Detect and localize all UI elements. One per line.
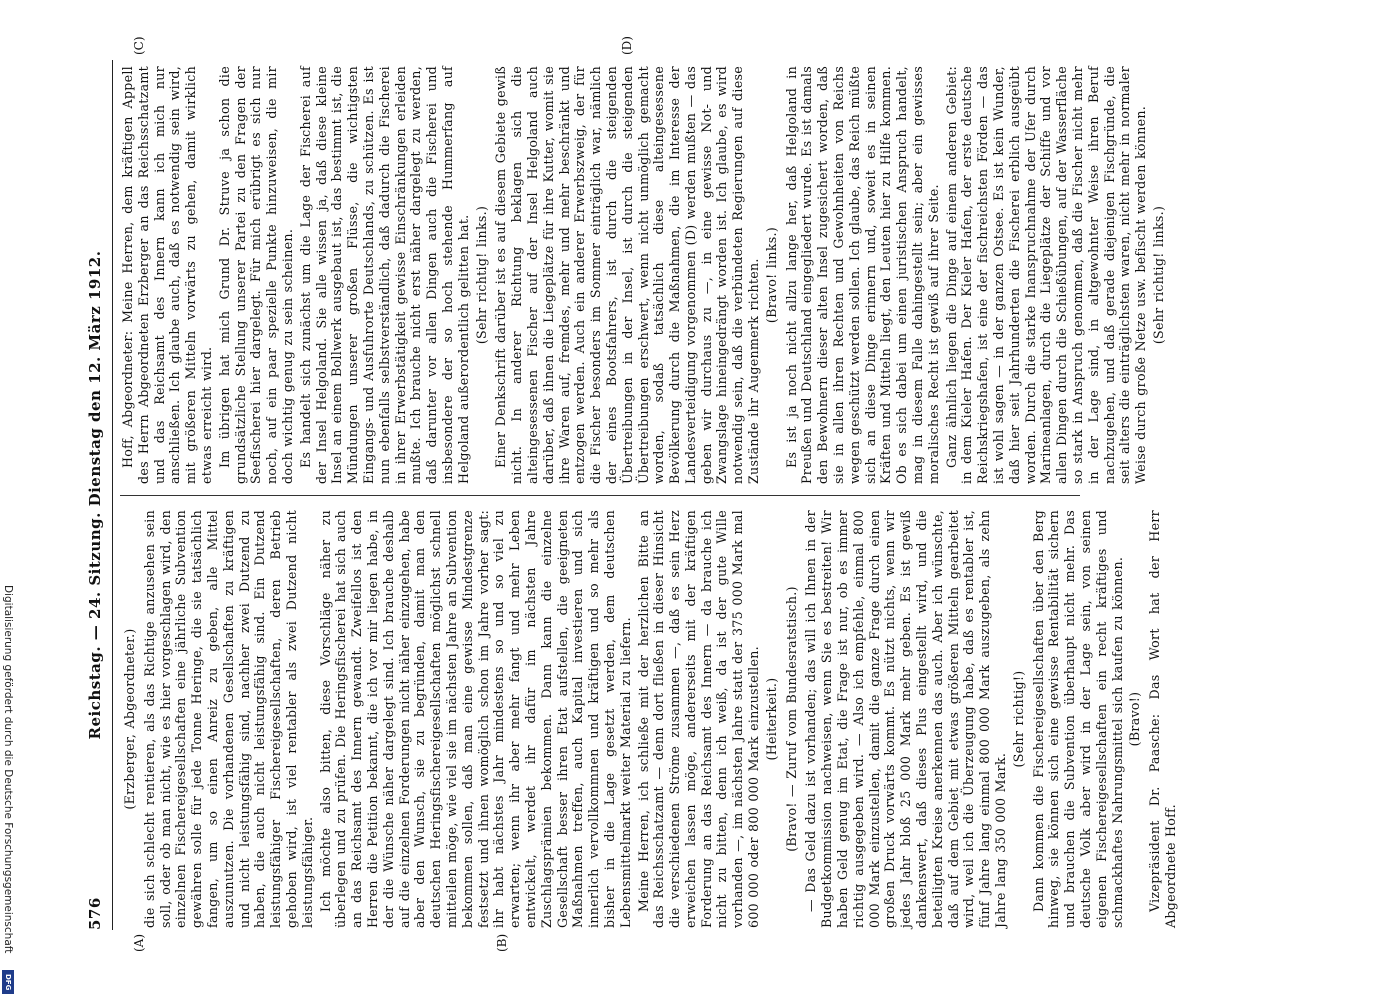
margin-mark-c: (C) (132, 36, 146, 55)
right-column (120, 66, 1166, 484)
paragraph: die sich schlecht rentieren, als das Richtige anzusehen sein soll, oder ob man nicht, wie es hier vorgeschlagen wird, den einzelnen Fischereigesellschaften eine jährliche Subvention gewähren solle für jede Tonne Heringe, die sie tatsächlich fangen, um so einen Anreiz zu geben, alle Mittel auszunutzen. Die vorhandenen Gesellschaften zu kräftigen und nicht leistungsfähig sind, nachher zwei Dutzend zu haben, die auch nicht leistungsfähig sind. Ein Dutzend leistungsfähiger Fischereigesellschaften, deren Betrieb gehoben wird, ist viel rentabler als zwei Dutzend nicht leistungsfähiger. (141, 510, 315, 928)
paragraph: Dann kommen die Fischereigesellschaften über den Berg hinweg, sie können sich eine gewisse Rentabilität sichern und brauchen die Subvention überhaupt nicht mehr. Das deutsche Volk aber wird in der Lage sein, von seinen eigenen Fischereigesellschaften ein recht kräftiges und schmackhaftes Nahrungsmittel sich kaufen zu können. (1030, 510, 1125, 928)
paragraph: Meine Herren, ich schließe mit der herzlichen Bitte an das Reichsschatzamt — denn dort fließen in dieser Hinsicht die verschiedenen Ströme zusammen —, daß es sein Herz erweichen lassen möge, andererseits mit der kräftigen Forderung an das Reichsamt des Innern — da brauche ich nicht zu bitten, denn ich weiß, da ist der gute Wille vorhanden —, im nächsten Jahre statt der 375 000 Mark mal 600 000 oder 800 000 Mark einzustellen. (635, 510, 762, 928)
margin-mark-b: (B) (495, 933, 509, 952)
next-speaker: Vizepräsident Dr. Paasche: Das Wort hat der Herr Abgeordnete Hoff. (1147, 510, 1178, 928)
left-column (120, 510, 1178, 928)
interjection: (Bravo!) (1127, 691, 1143, 747)
paragraph: — Das Geld dazu ist vorhanden; das will ich Ihnen in der Budgetkommission nachweisen, wenn Sie es bestreiten! Wir haben Geld genug im Etat, die Frage ist nur, ob es immer richtig ausgegeben wird. — Also ich empfehle, einmal 800 000 Mark einzustellen, damit die ganze Frage durch einen großen Druck vorwärts kommt. Es nützt nichts, wenn wir jedes Jahr bloß 25 000 Mark mehr geben. Es ist gewiß dankenswert, daß dieses Plus eingestellt wird, und die beteiligten Kreise anerkennen das auch. Aber ich wünschte, daß auf dem Gebiet mit etwas größeren Mitteln gearbeitet wird, weil ich die Überzeugung habe, daß es rentabler ist, fünf Jahre lang einmal 800 000 Mark auszugeben, als zehn Jahre lang 350 000 Mark. (803, 510, 1009, 928)
interjection: (Bravo! links.) (763, 226, 779, 324)
column-divider (120, 495, 1080, 496)
dfg-logo: DFG (2, 970, 14, 994)
paragraph: Einer Denkschrift darüber ist es auf diesem Gebiete gewiß nicht. In anderer Richtung beklagen sich die alteingesessenen Fischer auf der Insel Helgoland auch darüber, daß ihnen die Liegeplätze für ihre Kutter, womit sie ihre Waren auf, fremdes, mehr und mehr beschränkt und entzogen werden. Auch ein anderer Erwerbszweig, der für die Fischer besonders im Sommer einträglich war, nämlich der eines Bootsfahrers, ist durch die steigenden Übertreibungen in der Insel, ist durch die steigenden Übertreibungen erschwert, wenn nicht unmöglich gemacht worden, sodaß tatsächlich diese alteingesessene Bevölkerung durch die Maßnahmen, die im Interesse der Landesverteidigung vorgenommen (D) werden mußten — das geben wir durchaus zu —, in eine gewisse Not- und Zwangslage hineingedrängt worden ist. Ich glaube, es wird notwendig sein, daß die verbündeten Regierungen auf diese Zustände ihr Augenmerk richten. (493, 66, 762, 484)
interjection: (Heiterkeit.) (763, 677, 779, 761)
credit-text: Digitalisierung gefördert durch die Deutsche Forschungsgemeinschaft (2, 585, 14, 954)
page-number: 576 (86, 897, 104, 930)
speaker-line: (Erzberger, Abgeordneter.) (122, 628, 137, 810)
interjection: (Sehr richtig! links.) (473, 205, 489, 345)
paragraph: Ganz ähnlich liegen die Dinge auf einem anderen Gebiet: in dem Kieler Hafen. Der Kieler Hafen, der erste deutsche Reichskriegshafen, ist eine der fischreichsten Förden — das ist wohl sagen — in der ganzen Ostsee. Es ist kein Wunder, daß hier seit Jahrhunderten die Fischerei erblich ausgeübt worden. Durch die starke Inanspruchnahme der Ufer durch Marineanlagen, durch die Liegeplätze der Schiffe und vor allen Dingen durch die Schießübungen, auf der Wasserfläche so stark in Anspruch genommen, daß die Fischer nicht mehr in der Lage sind, in altgewohnter Weise ihren Beruf nachzugehen, und daß gerade diejenigen Fischgründe, die seit alters die einträglichsten waren, nicht mehr in normaler Weise durch große Netze usw. befischt werden können. (943, 66, 1149, 484)
paragraph: Es ist ja noch nicht allzu lange her, daß Helgoland in Preußen und Deutschland eingegliedert wurde. Es ist damals den Bewohnern dieser alten Insel zugesichert worden, daß sie in allen ihren Rechten und Gewohnheiten von Reichs wegen geschützt werden sollen. Ich glaube, das Reich müßte sich an diese Dinge erinnern und, soweit es in seinen Kräften und Mitteln liegt, den Leuten hier zu Hilfe kommen. Ob es sich dabei um einen juristischen Anspruch handelt, mag in diesem Falle dahingestellt sein; aber ein gewisses moralisches Recht ist gewiß auf ihrer Seite. (783, 66, 941, 484)
paragraph: Ich möchte also bitten, diese Vorschläge näher zu überlegen und zu prüfen. Die Heringsfischerei hat sich auch an das Reichsamt des Innern gewandt. Zweifellos ist den Herren die Petition bekannt, die ich vor mir liegen habe, in der die Wünsche näher dargelegt sind. Ich brauche deshalb auf die einzelnen Forderungen nicht näher einzugehen, habe aber den Wunsch, sie zu begründen, damit man den deutschen Heringsfischereigesellschaften möglichst schnell mitteilen möge, wie viel sie im nächsten Jahre an Subvention bekommen sollen, daß man eine gewisse Mindestgrenze festsetzt und ihnen womöglich schon im Jahre vorher sagt: ihr habt nächstes Jahr mindestens so und so viel zu erwarten; wenn ihr aber mehr fangt und mehr Leben entwickelt, werdet ihr dafür im nächsten Jahre Zuschlagsprämien bekommen. Dann kann die einzelne Gesellschaft besser ihren Etat aufstellen, die geeigneten Maßnahmen treffen, auch Kapital investieren und sich innerlich vervollkommnen und kräftigen und so mehr als bisher in die Lage gesetzt werden, dem deutschen Lebensmittelmarkt weiter Material zu liefern. (317, 510, 633, 928)
digitization-credit (0, 585, 16, 995)
paragraph: Hoff, Abgeordneter: Meine Herren, dem kräftigen Appell des Herrn Abgeordneten Erzberger an das Reichsschatzamt und das Reichsamt des Innern kann ich mich nur anschließen. Ich glaube auch, daß es notwendig sein wird, mit größeren Mitteln vorwärts zu gehen, damit wirklich etwas erreicht wird. (120, 66, 214, 484)
interjection: (Bravo! — Zuruf vom Bundesratstisch.) (783, 586, 799, 852)
paragraph: Es handelt sich zunächst um die Lage der Fischerei auf der Insel Helgoland. Sie alle wissen ja, daß diese kleine Insel an einem Bollwerk ausgebaut ist, das bestimmt ist, die Mündungen unserer großen Flüsse, die wichtigsten Eingangs- und Ausfuhrorte Deutschlands, zu schützen. Es ist nun ebenfalls selbstverständlich, daß dadurch die Fischerei in ihrer Erwerbstätigkeit gewisse Einschränkungen erleiden mußte. Ich brauche nicht erst näher dargelegt zu werden, daß darunter vor allen Dingen auch die Fischerei und insbesondere der so hoch stehende Hummerfang auf Helgoland außerordentlich gelitten hat. (297, 66, 471, 484)
interjection: (Sehr richtig!) (1010, 670, 1026, 768)
page-title: Reichstag. — 24. Sitzung. Dienstag den 12. März 1912. (86, 250, 104, 740)
margin-mark-d: (D) (620, 36, 634, 55)
margin-mark-a: (A) (132, 933, 146, 952)
paragraph: Im übrigen hat mich Grund Dr. Struve ja schon die grundsätzliche Stellung unserer Partei zu den Fragen der Seefischerei hier dargelegt. Für mich erübrigt es sich nur noch, auf ein paar spezielle Punkte hinzuweisen, die mir doch wichtig genug zu sein scheinen. (216, 66, 295, 484)
page-header (86, 60, 112, 930)
interjection: (Sehr richtig! links.) (1151, 205, 1166, 345)
header-rule (112, 60, 113, 930)
